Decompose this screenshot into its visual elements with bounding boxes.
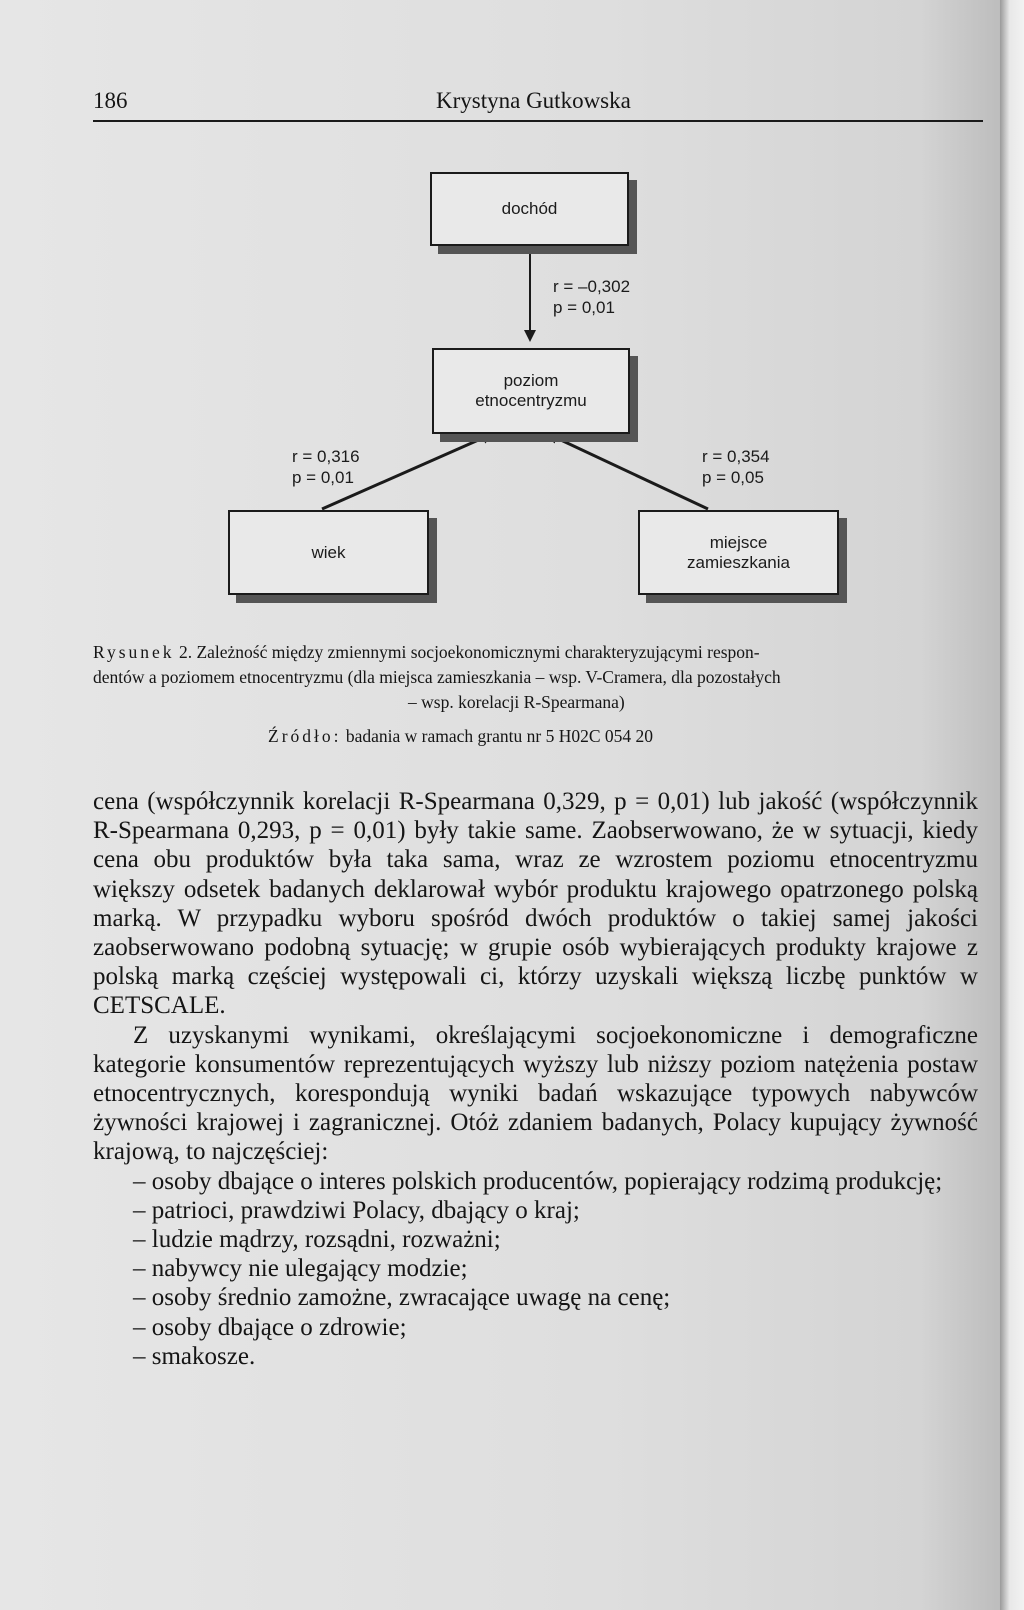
caption-line-3: – wsp. korelacji R-Spearmana) [408, 692, 625, 712]
caption-line-1 [93, 640, 760, 664]
box-wiek [228, 510, 429, 595]
consumer-list [93, 1167, 978, 1371]
page-edge [1000, 0, 1024, 1610]
caption-line-1-text: 2. Zależność między zmiennymi socjoekonomicznymi charakteryzującymi respon- [174, 642, 760, 662]
stat-miejsce [702, 446, 770, 488]
list-item: – osoby dbające o interes polskich producentów, popierający rodzimą produkcję; [133, 1167, 943, 1195]
caption-source-label: Źródło: [268, 726, 342, 746]
caption-source-text: badania w ramach grantu nr 5 H02C 054 20 [341, 726, 654, 746]
box-miejsce-zamieszkania [638, 510, 839, 595]
stat-miejsce-r: r = 0,354 [702, 447, 770, 466]
page-number: 186 [93, 88, 128, 113]
figure-diagram [0, 0, 1000, 640]
stat-miejsce-p: p = 0,05 [702, 468, 764, 487]
box-dochod [430, 172, 629, 246]
list-item: – osoby dbające o zdrowie; [133, 1313, 407, 1341]
box-dochod-label: dochód [501, 199, 558, 218]
body-text [93, 787, 978, 1371]
caption-label: Rysunek [93, 642, 175, 662]
stat-dochod-r: r = –0,302 [553, 277, 631, 296]
stat-wiek-p: p = 0,01 [292, 468, 354, 487]
stat-wiek [292, 446, 360, 488]
box-miejsce-label-line1: miejsce [709, 532, 768, 552]
box-miejsce-label-line2: zamieszkania [687, 552, 790, 572]
diagram-connectors [0, 0, 1000, 640]
list-item: – nabywcy nie ulegający modzie; [133, 1255, 468, 1283]
arrow-miejsce-to-poziom [548, 434, 708, 509]
stat-dochod-p: p = 0,01 [553, 298, 615, 317]
box-poziom-label-line1: poziom [503, 371, 559, 390]
stat-wiek-r: r = 0,316 [292, 447, 360, 466]
stat-dochod [553, 276, 630, 318]
box-poziom-etnocentryzmu [432, 348, 630, 434]
box-poziom-label-line2: etnocentryzmu [475, 391, 587, 410]
list-item: – osoby średnio zamożne, zwracające uwagę na cenę; [133, 1284, 671, 1312]
paragraph-2: Z uzyskanymi wynikami, określającymi socjoekonomiczne i demograficzne kategorie konsumentów reprezentujących wyższy lub niższy poziom natężenia postaw etnocentrycznych, korespondują wyniki badań wskazujące typowych nabywców żywności krajowej i zagranicznej. Otóż zdaniem badanych, Polacy kupujący żywność krajową, to najczęściej: [93, 1021, 978, 1166]
box-wiek-label: wiek [311, 542, 346, 562]
list-item: – smakosze. [133, 1342, 256, 1370]
list-item: – ludzie mądrzy, rozsądni, rozważni; [133, 1226, 501, 1254]
running-head-author: Krystyna Gutkowska [436, 88, 631, 113]
paragraph-1: cena (współczynnik korelacji R-Spearmana 0,329, p = 0,01) lub jakość (współczynnik R-Spearmana 0,293, p = 0,01) były takie same. Zaobserwowano, że w sytuacji, kiedy cena obu produktów była taka sama, wraz ze wzrostem poziomu etnocentryzmu większy odsetek badanych deklarował wybór produktu krajowego opatrzonego polską marką. W przypadku wyboru spośród dwóch produktów o takiej samej jakości zaobserwowano podobną sytuację; w grupie osób wybierających produkty krajowe z polską marką częściej występowali ci, którzy uzyskali większą liczbę punktów w CETSCALE. [93, 788, 978, 1020]
list-item: – patrioci, prawdziwi Polacy, dbający o kraj; [133, 1196, 580, 1224]
caption-source [268, 724, 653, 748]
caption-line-2: dentów a poziomem etnocentryzmu (dla miejsca zamieszkania – wsp. V-Cramera, dla pozostałych [93, 667, 781, 687]
